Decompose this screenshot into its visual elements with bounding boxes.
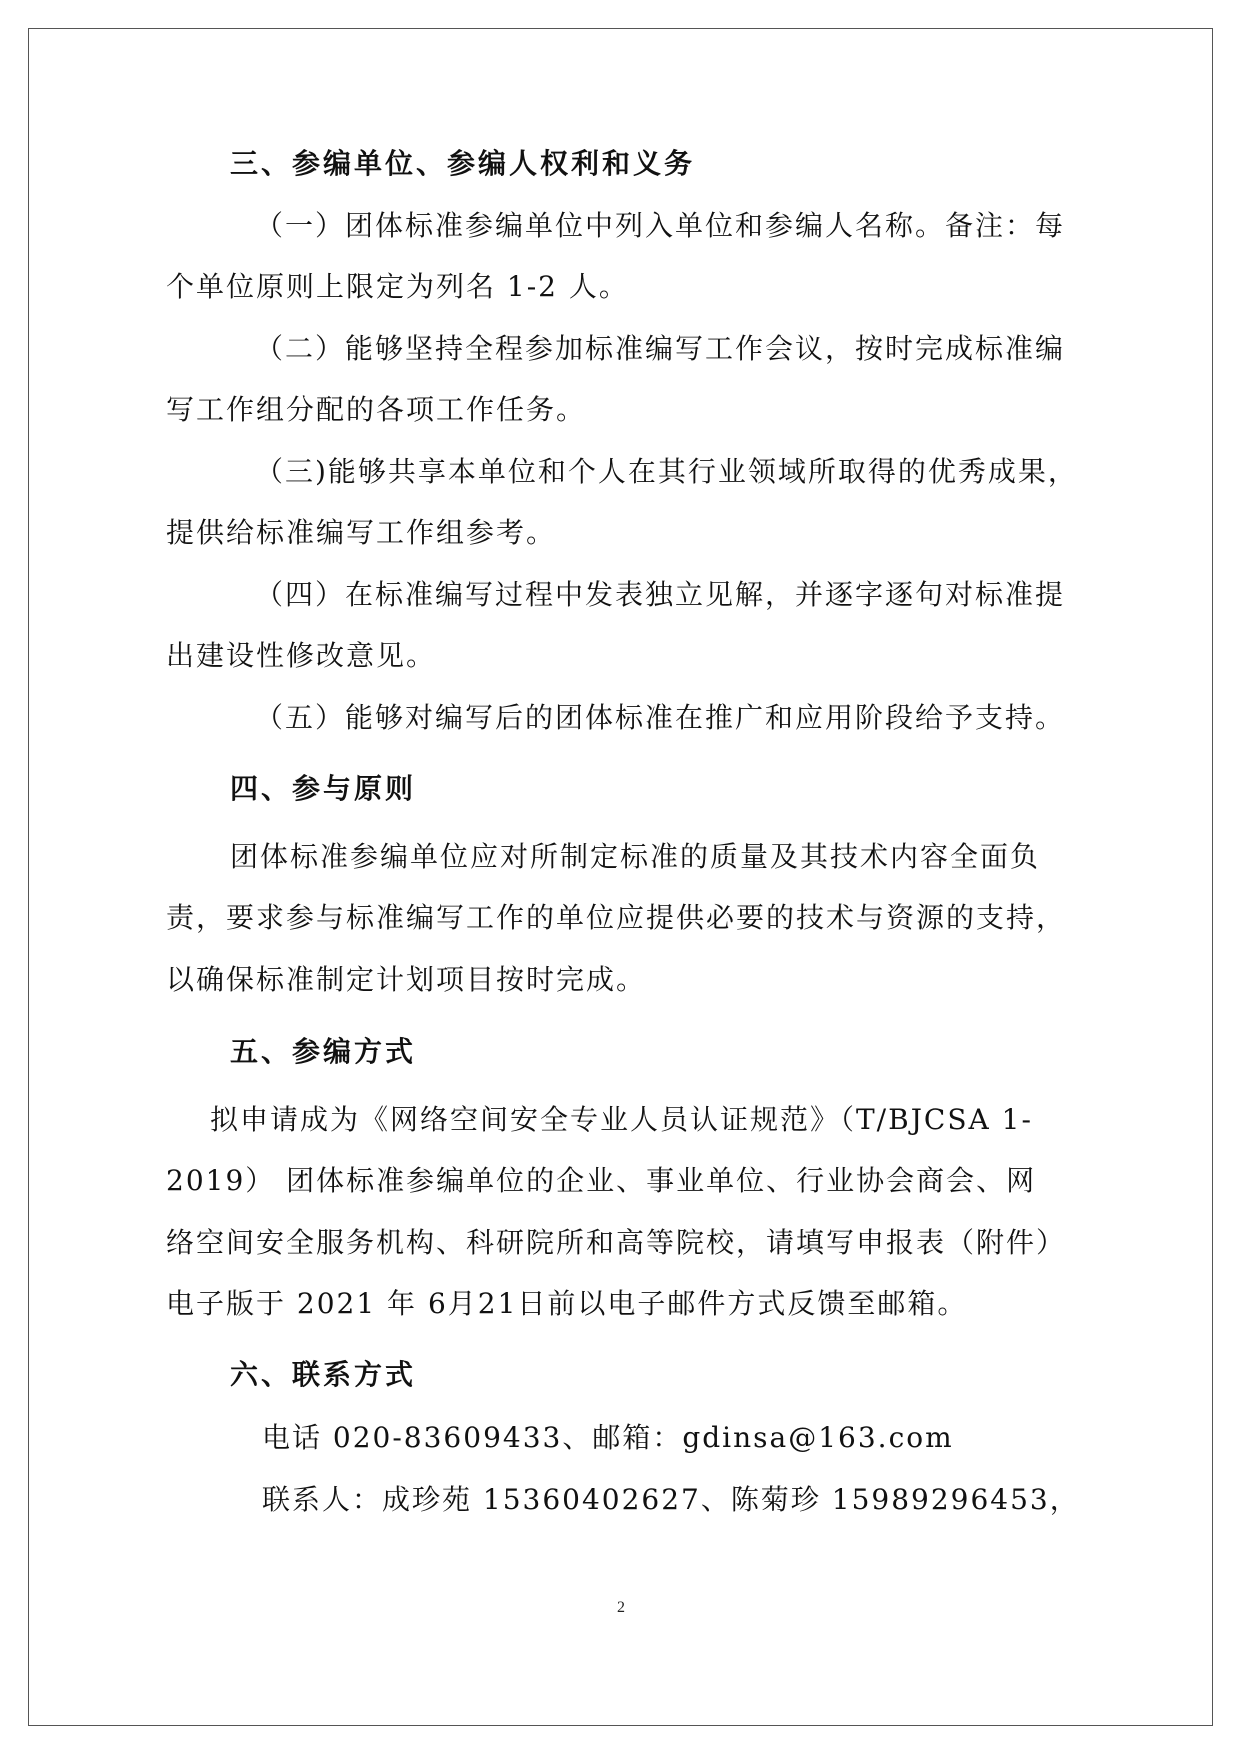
section-6-heading: 六、联系方式 (230, 1358, 417, 1391)
section-4-line-2: 责，要求参与标准编写工作的单位应提供必要的技术与资源的支持， (166, 901, 1067, 934)
section-3-heading: 三、参编单位、参编人权利和义务 (230, 147, 696, 180)
section-5-line-2: 2019） 团体标准参编单位的企业、事业单位、行业协会商会、网 (166, 1164, 1037, 1197)
section-3-item-2-line-1: （二）能够坚持全程参加标准编写工作会议，按时完成标准编 (255, 332, 1066, 365)
section-3-item-1-line-1: （一）团体标准参编单位中列入单位和参编人名称。备注：每 (255, 209, 1066, 242)
section-3-item-5-line-1: （五）能够对编写后的团体标准在推广和应用阶段给予支持。 (255, 701, 1066, 734)
section-4-heading: 四、参与原则 (230, 772, 417, 805)
section-5-line-1: 拟申请成为《网络空间安全专业人员认证规范》（T/BJCSA 1- (210, 1103, 1033, 1136)
section-3-item-4-line-1: （四）在标准编写过程中发表独立见解，并逐字逐句对标准提 (255, 578, 1066, 611)
section-3-item-3-line-1: （三)能够共享本单位和个人在其行业领域所取得的优秀成果， (255, 455, 1078, 488)
section-5-line-3: 络空间安全服务机构、科研院所和高等院校，请填写申报表（附件） (166, 1226, 1067, 1259)
section-4-line-1: 团体标准参编单位应对所制定标准的质量及其技术内容全面负 (230, 840, 1041, 873)
section-4-line-3: 以确保标准制定计划项目按时完成。 (166, 963, 647, 996)
page-number: 2 (617, 1599, 625, 1616)
section-5-line-4: 电子版于 2021 年 6月21日前以电子邮件方式反馈至邮箱。 (166, 1287, 968, 1320)
section-3-item-4-line-2: 出建设性修改意见。 (166, 639, 437, 672)
section-3-item-2-line-2: 写工作组分配的各项工作任务。 (166, 393, 587, 426)
contact-phone-email: 电话 020-83609433、邮箱：gdinsa@163.com (262, 1421, 954, 1454)
section-5-heading: 五、参编方式 (230, 1035, 417, 1068)
section-3-item-1-line-2: 个单位原则上限定为列名 1-2 人。 (166, 270, 629, 303)
section-3-item-3-line-2: 提供给标准编写工作组参考。 (166, 516, 557, 549)
contact-persons: 联系人：成珍苑 15360402627、陈菊珍 15989296453， (262, 1483, 1080, 1516)
